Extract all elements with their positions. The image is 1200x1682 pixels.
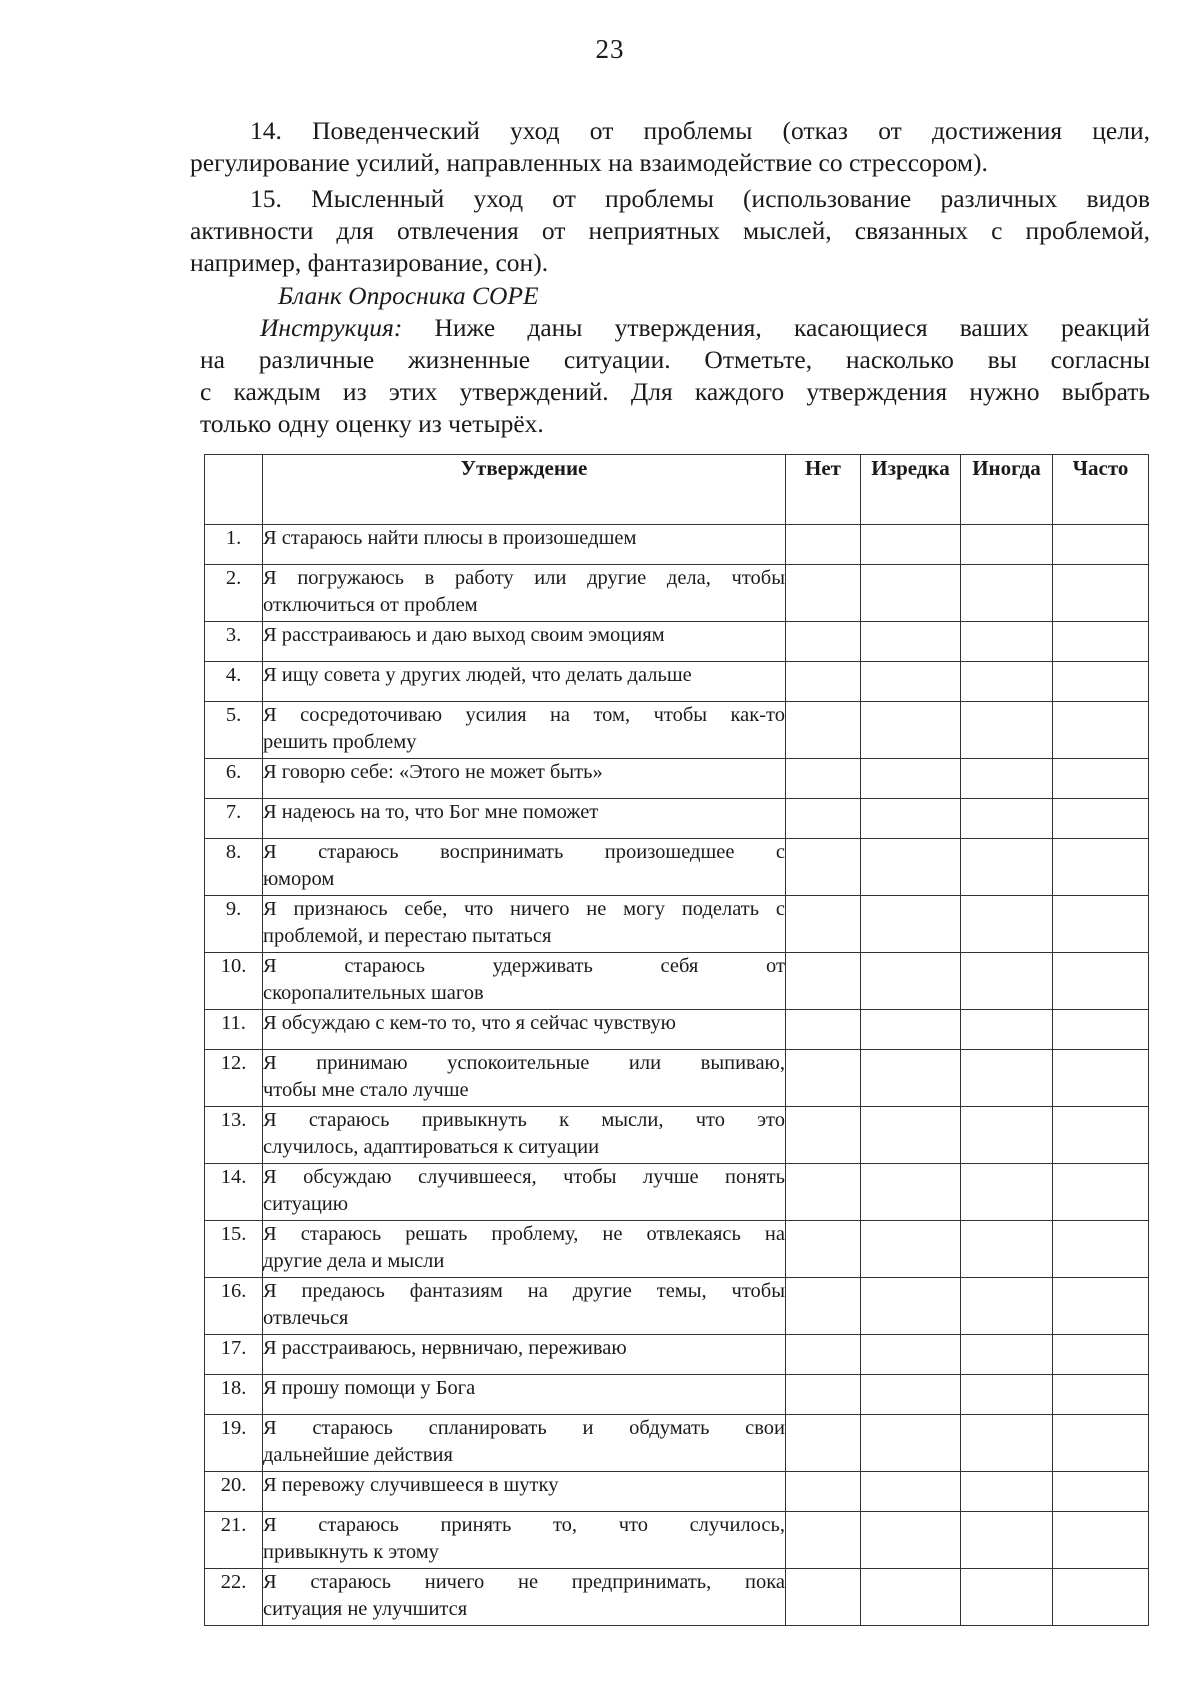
- statement-line: отвлечься: [263, 1307, 349, 1329]
- paragraph-line: 15. Мысленный уход от проблемы (использование различных видов: [250, 184, 1150, 213]
- statement-line: Я погружаюсь в работу или другие дела, чтобы: [263, 567, 785, 589]
- statement-line: проблемой, и перестаю пытаться: [263, 925, 552, 947]
- rating-cell-inogda[interactable]: [961, 1050, 1053, 1107]
- statement-line: Я расстраиваюсь и даю выход своим эмоциям: [263, 624, 665, 646]
- row-number: 2.: [205, 565, 263, 622]
- rating-cell-net[interactable]: [786, 1569, 861, 1626]
- row-number: 15.: [205, 1221, 263, 1278]
- rating-cell-izredka[interactable]: [861, 1472, 961, 1512]
- rating-cell-net[interactable]: [786, 1375, 861, 1415]
- rating-cell-chasto[interactable]: [1053, 1569, 1149, 1626]
- table-row: [205, 1569, 1149, 1626]
- rating-cell-izredka[interactable]: [861, 1010, 961, 1050]
- statement-line: Я надеюсь на то, что Бог мне поможет: [263, 801, 599, 823]
- rating-cell-net[interactable]: [786, 1278, 861, 1335]
- statement-line: Я стараюсь принять то, что случилось,: [263, 1514, 785, 1536]
- rating-cell-inogda[interactable]: [961, 1107, 1053, 1164]
- table-row: [205, 953, 1149, 1010]
- rating-cell-net[interactable]: [786, 1472, 861, 1512]
- table-row: [205, 702, 1149, 759]
- row-statement: [263, 1335, 786, 1375]
- rating-cell-chasto[interactable]: [1053, 839, 1149, 896]
- row-number: 10.: [205, 953, 263, 1010]
- instruction-line: с каждым из этих утверждений. Для каждого утверждения нужно выбрать: [200, 377, 1150, 406]
- rating-cell-inogda[interactable]: [961, 1512, 1053, 1569]
- table-row: [205, 1472, 1149, 1512]
- rating-cell-inogda[interactable]: [961, 1010, 1053, 1050]
- row-statement: [263, 1569, 786, 1626]
- rating-cell-inogda[interactable]: [961, 565, 1053, 622]
- statement-line: привыкнуть к этому: [263, 1541, 439, 1563]
- rating-cell-net[interactable]: [786, 662, 861, 702]
- header-inogda: Иногда: [961, 455, 1053, 525]
- rating-cell-izredka[interactable]: [861, 896, 961, 953]
- rating-cell-net[interactable]: [786, 953, 861, 1010]
- instruction-line: только одну оценку из четырёх.: [200, 409, 544, 438]
- rating-cell-izredka[interactable]: [861, 662, 961, 702]
- rating-cell-net[interactable]: [786, 799, 861, 839]
- table-row: [205, 1107, 1149, 1164]
- row-statement: [263, 759, 786, 799]
- rating-cell-izredka[interactable]: [861, 1569, 961, 1626]
- instruction-line-rest: Ниже даны утверждения, касающиеся ваших реакций: [402, 313, 1150, 342]
- row-statement: [263, 896, 786, 953]
- cope-table: [204, 454, 1149, 1626]
- row-statement: [263, 622, 786, 662]
- table-row: [205, 1010, 1149, 1050]
- rating-cell-inogda[interactable]: [961, 1278, 1053, 1335]
- statement-line: Я стараюсь воспринимать произошедшее с: [263, 841, 785, 863]
- rating-cell-chasto[interactable]: [1053, 525, 1149, 565]
- row-statement: [263, 799, 786, 839]
- row-number: 11.: [205, 1010, 263, 1050]
- table-row: [205, 839, 1149, 896]
- rating-cell-chasto[interactable]: [1053, 896, 1149, 953]
- row-number: 13.: [205, 1107, 263, 1164]
- table-row: [205, 759, 1149, 799]
- rating-cell-net[interactable]: [786, 839, 861, 896]
- rating-cell-chasto[interactable]: [1053, 1164, 1149, 1221]
- rating-cell-chasto[interactable]: [1053, 1512, 1149, 1569]
- row-number: 12.: [205, 1050, 263, 1107]
- rating-cell-inogda[interactable]: [961, 662, 1053, 702]
- row-number: 22.: [205, 1569, 263, 1626]
- header-statement: Утверждение: [263, 455, 786, 525]
- table-row: [205, 662, 1149, 702]
- rating-cell-net[interactable]: [786, 896, 861, 953]
- rating-cell-inogda[interactable]: [961, 896, 1053, 953]
- rating-cell-net[interactable]: [786, 1010, 861, 1050]
- statement-line: Я сосредоточиваю усилия на том, чтобы как-то: [263, 704, 785, 726]
- rating-cell-inogda[interactable]: [961, 759, 1053, 799]
- rating-cell-chasto[interactable]: [1053, 702, 1149, 759]
- rating-cell-chasto[interactable]: [1053, 953, 1149, 1010]
- rating-cell-net[interactable]: [786, 1107, 861, 1164]
- rating-cell-inogda[interactable]: [961, 1472, 1053, 1512]
- rating-cell-izredka[interactable]: [861, 1221, 961, 1278]
- statement-line: ситуацию: [263, 1193, 349, 1215]
- row-statement: [263, 565, 786, 622]
- rating-cell-net[interactable]: [786, 759, 861, 799]
- instruction: [200, 312, 1150, 440]
- row-statement: [263, 1512, 786, 1569]
- rating-cell-izredka[interactable]: [861, 1375, 961, 1415]
- statement-line: Я принимаю успокоительные или выпиваю,: [263, 1052, 785, 1074]
- rating-cell-chasto[interactable]: [1053, 799, 1149, 839]
- rating-cell-izredka[interactable]: [861, 1278, 961, 1335]
- header-izredka: Изредка: [861, 455, 961, 525]
- statement-line: Я стараюсь найти плюсы в произошедшем: [263, 527, 637, 549]
- rating-cell-izredka[interactable]: [861, 702, 961, 759]
- row-statement: [263, 1107, 786, 1164]
- header-chasto: Часто: [1053, 455, 1149, 525]
- row-number: 14.: [205, 1164, 263, 1221]
- statement-line: Я перевожу случившееся в шутку: [263, 1474, 559, 1496]
- row-number: 5.: [205, 702, 263, 759]
- rating-cell-chasto[interactable]: [1053, 662, 1149, 702]
- rating-cell-chasto[interactable]: [1053, 1221, 1149, 1278]
- statement-line: Я стараюсь привыкнуть к мысли, что это: [263, 1109, 785, 1131]
- statement-line: Я ищу совета у других людей, что делать дальше: [263, 664, 692, 686]
- row-statement: [263, 1415, 786, 1472]
- paragraph-14: [190, 115, 1150, 179]
- rating-cell-chasto[interactable]: [1053, 565, 1149, 622]
- row-statement: [263, 1010, 786, 1050]
- statement-line: Я расстраиваюсь, нервничаю, переживаю: [263, 1337, 627, 1359]
- row-statement: [263, 839, 786, 896]
- statement-line: Я признаюсь себе, что ничего не могу поделать с: [263, 898, 785, 920]
- header-net: Нет: [786, 455, 861, 525]
- form-title: Бланк Опросника COPE: [278, 281, 539, 310]
- rating-cell-inogda[interactable]: [961, 1375, 1053, 1415]
- rating-cell-izredka[interactable]: [861, 1335, 961, 1375]
- table-row: [205, 525, 1149, 565]
- rating-cell-inogda[interactable]: [961, 702, 1053, 759]
- rating-cell-chasto[interactable]: [1053, 1335, 1149, 1375]
- statement-line: Я говорю себе: «Этого не может быть»: [263, 761, 603, 783]
- rating-cell-net[interactable]: [786, 702, 861, 759]
- rating-cell-izredka[interactable]: [861, 1512, 961, 1569]
- rating-cell-izredka[interactable]: [861, 1107, 961, 1164]
- rating-cell-inogda[interactable]: [961, 622, 1053, 662]
- row-statement: [263, 662, 786, 702]
- row-number: 3.: [205, 622, 263, 662]
- rating-cell-izredka[interactable]: [861, 839, 961, 896]
- statement-line: Я стараюсь спланировать и обдумать свои: [263, 1417, 785, 1439]
- rating-cell-net[interactable]: [786, 1221, 861, 1278]
- table-row: [205, 799, 1149, 839]
- rating-cell-inogda[interactable]: [961, 1221, 1053, 1278]
- statement-line: другие дела и мысли: [263, 1250, 445, 1272]
- rating-cell-inogda[interactable]: [961, 1335, 1053, 1375]
- rating-cell-inogda[interactable]: [961, 1569, 1053, 1626]
- row-statement: [263, 953, 786, 1010]
- statement-line: Я стараюсь ничего не предпринимать, пока: [263, 1571, 785, 1593]
- table-row: [205, 896, 1149, 953]
- table-row: [205, 1164, 1149, 1221]
- rating-cell-izredka[interactable]: [861, 1164, 961, 1221]
- rating-cell-net[interactable]: [786, 1335, 861, 1375]
- row-number: 21.: [205, 1512, 263, 1569]
- table-row: [205, 1335, 1149, 1375]
- paragraph-line: регулирование усилий, направленных на взаимодействие со стрессором).: [190, 148, 988, 177]
- table-row: [205, 1512, 1149, 1569]
- rating-cell-izredka[interactable]: [861, 565, 961, 622]
- instruction-line: [200, 312, 1150, 344]
- page-number: 23: [595, 34, 625, 64]
- rating-cell-chasto[interactable]: [1053, 1415, 1149, 1472]
- rating-cell-chasto[interactable]: [1053, 1050, 1149, 1107]
- row-number: 8.: [205, 839, 263, 896]
- rating-cell-inogda[interactable]: [961, 525, 1053, 565]
- statement-line: ситуация не улучшится: [263, 1598, 468, 1620]
- rating-cell-inogda[interactable]: [961, 1415, 1053, 1472]
- rating-cell-net[interactable]: [786, 1050, 861, 1107]
- row-number: 19.: [205, 1415, 263, 1472]
- rating-cell-chasto[interactable]: [1053, 1472, 1149, 1512]
- table-row: [205, 1415, 1149, 1472]
- rating-cell-net[interactable]: [786, 1415, 861, 1472]
- rating-cell-izredka[interactable]: [861, 759, 961, 799]
- rating-cell-chasto[interactable]: [1053, 759, 1149, 799]
- rating-cell-chasto[interactable]: [1053, 1375, 1149, 1415]
- instruction-line: на различные жизненные ситуации. Отметьте, насколько вы согласны: [200, 345, 1150, 374]
- rating-cell-izredka[interactable]: [861, 525, 961, 565]
- row-number: 4.: [205, 662, 263, 702]
- rating-cell-chasto[interactable]: [1053, 1278, 1149, 1335]
- statement-line: юмором: [263, 868, 335, 890]
- row-number: 17.: [205, 1335, 263, 1375]
- statement-line: случилось, адаптироваться к ситуации: [263, 1136, 600, 1158]
- row-number: 6.: [205, 759, 263, 799]
- instruction-lead: Инструкция:: [260, 313, 403, 342]
- statement-line: чтобы мне стало лучше: [263, 1079, 469, 1101]
- rating-cell-chasto[interactable]: [1053, 1010, 1149, 1050]
- rating-cell-net[interactable]: [786, 525, 861, 565]
- rating-cell-izredka[interactable]: [861, 622, 961, 662]
- table-row: [205, 622, 1149, 662]
- paragraph-line: активности для отвлечения от неприятных мыслей, связанных с проблемой,: [190, 216, 1150, 245]
- row-number: 20.: [205, 1472, 263, 1512]
- statement-line: Я обсуждаю случившееся, чтобы лучше понять: [263, 1166, 785, 1188]
- rating-cell-net[interactable]: [786, 1164, 861, 1221]
- table-row: [205, 1050, 1149, 1107]
- table-row: [205, 1221, 1149, 1278]
- table-body: [205, 525, 1149, 1626]
- rating-cell-chasto[interactable]: [1053, 622, 1149, 662]
- rating-cell-chasto[interactable]: [1053, 1107, 1149, 1164]
- rating-cell-inogda[interactable]: [961, 799, 1053, 839]
- statement-line: решить проблему: [263, 731, 417, 753]
- row-number: 7.: [205, 799, 263, 839]
- paragraph-line: 14. Поведенческий уход от проблемы (отказ от достижения цели,: [250, 116, 1150, 145]
- statement-line: Я прошу помощи у Бога: [263, 1377, 476, 1399]
- statement-line: Я стараюсь удерживать себя от: [263, 955, 785, 977]
- paragraph-15: [190, 183, 1150, 279]
- row-statement: [263, 1375, 786, 1415]
- row-statement: [263, 1164, 786, 1221]
- rating-cell-net[interactable]: [786, 1512, 861, 1569]
- row-number: 9.: [205, 896, 263, 953]
- row-number: 18.: [205, 1375, 263, 1415]
- rating-cell-net[interactable]: [786, 565, 861, 622]
- rating-cell-inogda[interactable]: [961, 839, 1053, 896]
- table-row: [205, 1375, 1149, 1415]
- header-number: [205, 455, 263, 525]
- row-statement: [263, 1278, 786, 1335]
- rating-cell-izredka[interactable]: [861, 1050, 961, 1107]
- row-number: 1.: [205, 525, 263, 565]
- statement-line: Я обсуждаю с кем-то то, что я сейчас чувствую: [263, 1012, 676, 1034]
- statement-line: Я предаюсь фантазиям на другие темы, чтобы: [263, 1280, 785, 1302]
- row-statement: [263, 1050, 786, 1107]
- row-statement: [263, 1221, 786, 1278]
- table-header-row: [205, 455, 1149, 525]
- statement-line: дальнейшие действия: [263, 1444, 453, 1466]
- row-statement: [263, 1472, 786, 1512]
- rating-cell-izredka[interactable]: [861, 953, 961, 1010]
- paragraph-line: например, фантазирование, сон).: [190, 248, 549, 277]
- rating-cell-net[interactable]: [786, 622, 861, 662]
- statement-line: скоропалительных шагов: [263, 982, 484, 1004]
- rating-cell-izredka[interactable]: [861, 1415, 961, 1472]
- table-row: [205, 565, 1149, 622]
- statement-line: отключиться от проблем: [263, 594, 478, 616]
- statement-line: Я стараюсь решать проблему, не отвлекаясь на: [263, 1223, 785, 1245]
- rating-cell-izredka[interactable]: [861, 799, 961, 839]
- rating-cell-inogda[interactable]: [961, 1164, 1053, 1221]
- row-statement: [263, 525, 786, 565]
- row-number: 16.: [205, 1278, 263, 1335]
- row-statement: [263, 702, 786, 759]
- rating-cell-inogda[interactable]: [961, 953, 1053, 1010]
- table-row: [205, 1278, 1149, 1335]
